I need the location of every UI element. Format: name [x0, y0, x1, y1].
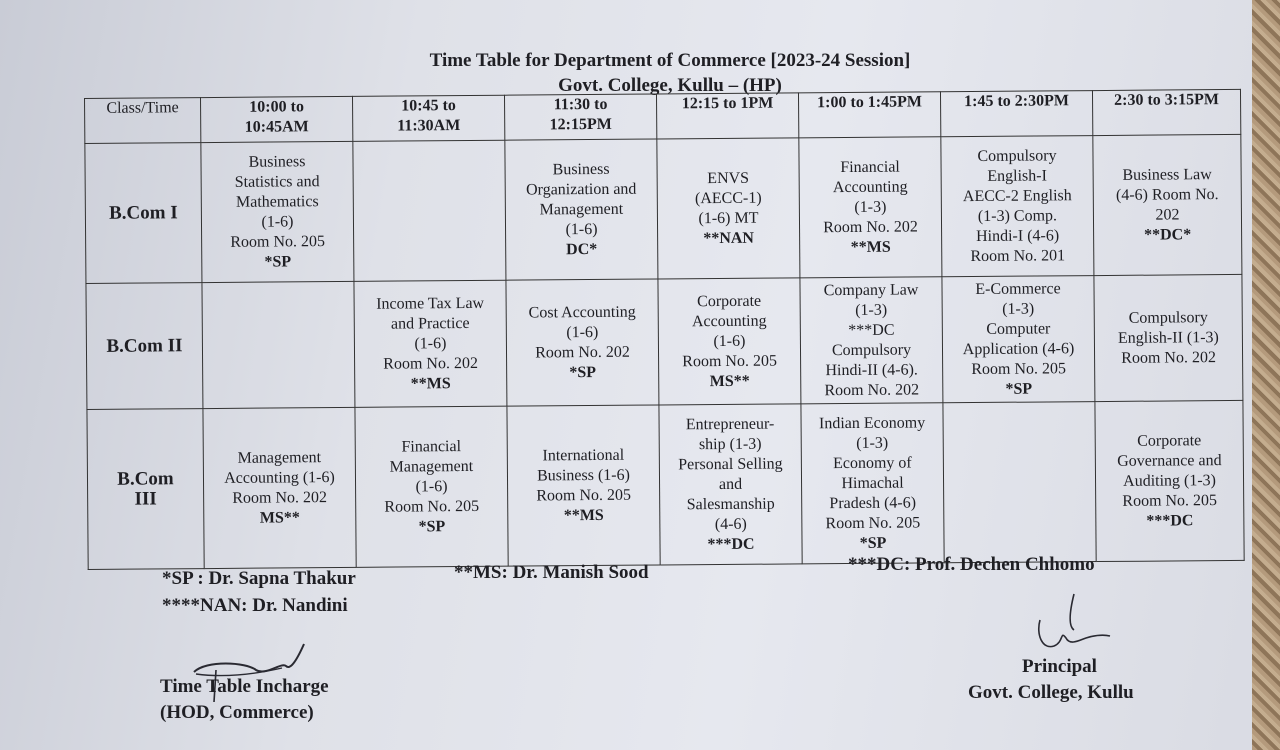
timetable-cell: E-Commerce (1-3) Computer Application (4-6) Room No. 205 *SP — [942, 276, 1095, 403]
legend-sp: *SP : Dr. Sapna Thakur — [162, 568, 356, 589]
timetable-cell: Cost Accounting (1-6) Room No. 202 *SP — [506, 279, 659, 406]
class-label: B.Com II — [86, 283, 203, 410]
time-slot-header: 2:30 to 3:15PM — [1092, 89, 1240, 135]
timetable-cell: Income Tax Law and Practice (1-6) Room No. 202 **MS — [354, 280, 507, 407]
timetable-cell: Management Accounting (1-6) Room No. 202 MS** — [203, 407, 356, 568]
document-title: Time Table for Department of Commerce [2023-24 Session] — [429, 50, 911, 71]
time-slot-header: 10:45 to 11:30AM — [352, 95, 504, 141]
timetable-cell: Corporate Accounting (1-6) Room No. 205 MS** — [658, 278, 801, 405]
timetable-cell — [353, 140, 506, 281]
timetable-cell: Business Law (4-6) Room No. 202 **DC* — [1093, 134, 1242, 275]
time-slot-header: 11:30 to 12:15PM — [504, 94, 656, 140]
timetable-cell: International Business (1-6) Room No. 205 **MS — [507, 405, 660, 566]
document-subtitle: Govt. College, Kullu – (HP) — [558, 75, 782, 96]
timetable-cell — [202, 281, 355, 408]
timetable-cell: Corporate Governance and Auditing (1-3) Room No. 205 ***DC — [1095, 400, 1244, 561]
time-slot-header: 10:00 to 10:45AM — [201, 96, 353, 142]
incharge-title: Time Table Incharge — [160, 676, 329, 697]
class-label: B.Com III — [87, 409, 204, 570]
timetable-cell: Business Statistics and Mathematics (1-6) Room No. 205 *SP — [201, 141, 354, 282]
timetable-cell: Compulsory English-II (1-3) Room No. 202 — [1094, 274, 1243, 401]
time-slot-header: 1:45 to 2:30PM — [940, 91, 1092, 137]
timetable-grid — [84, 89, 1245, 570]
legend-ms: **MS: Dr. Manish Sood — [454, 562, 649, 583]
incharge-department: (HOD, Commerce) — [160, 702, 314, 723]
legend-nan: ****NAN: Dr. Nandini — [162, 595, 348, 616]
principal-title: Principal — [1022, 656, 1097, 677]
principal-institution: Govt. College, Kullu — [968, 682, 1134, 703]
timetable-cell: ENVS (AECC-1) (1-6) MT **NAN — [657, 138, 800, 279]
timetable-cell: Compulsory English-I AECC-2 English (1-3) Comp. Hindi-I (4-6) Room No. 201 — [941, 136, 1094, 277]
header-corner: Class/Time — [85, 98, 201, 144]
class-row-bcom-2 — [86, 274, 1243, 409]
timetable-cell: Company Law (1-3) ***DC Compulsory Hindi-II (4-6). Room No. 202 — [800, 277, 943, 404]
paper-edge-background — [1252, 0, 1280, 750]
timetable-cell: Indian Economy (1-3) Economy of Himachal Pradesh (4-6) Room No. 205 *SP — [801, 403, 944, 564]
timetable-cell: Business Organization and Management (1-6) DC* — [505, 139, 658, 280]
timetable-cell: Financial Management (1-6) Room No. 205 *SP — [355, 406, 508, 567]
time-slot-header: 1:00 to 1:45PM — [798, 92, 940, 138]
legend-dc: ***DC: Prof. Dechen Chhomo — [848, 554, 1095, 575]
class-label: B.Com I — [85, 143, 202, 284]
class-row-bcom-3 — [87, 400, 1244, 569]
principal-signature — [1030, 590, 1120, 660]
timetable-cell: Financial Accounting (1-3) Room No. 202 **MS — [799, 137, 942, 278]
timetable-cell — [943, 402, 1096, 563]
time-slot-header: 12:15 to 1PM — [656, 93, 798, 139]
class-row-bcom-1 — [85, 134, 1242, 283]
timetable-cell: Entrepreneur- ship (1-3) Personal Selling and Salesmanship (4-6) ***DC — [659, 404, 802, 565]
